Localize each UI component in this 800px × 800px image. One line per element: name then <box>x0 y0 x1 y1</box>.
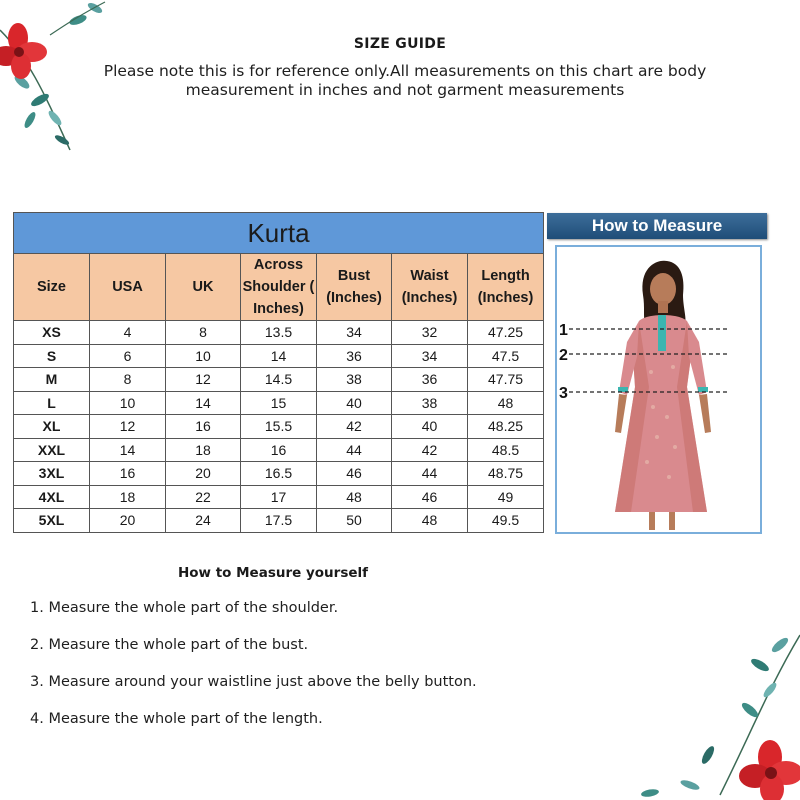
table-cell: 42 <box>317 415 392 439</box>
column-header: UK <box>166 254 241 321</box>
table-cell: 8 <box>166 321 241 345</box>
list-item: 4. Measure the whole part of the length. <box>30 711 323 727</box>
table-cell: 48 <box>392 509 468 533</box>
reference-note: Please note this is for reference only.All measurements on this chart are body measurement in inches and not garment measurements <box>103 62 707 99</box>
list-item: 1. Measure the whole part of the shoulder. <box>30 600 339 616</box>
column-header: Bust (Inches) <box>317 254 392 321</box>
table-cell: 46 <box>392 485 468 509</box>
marker-label: 3 <box>559 385 568 402</box>
table-cell: 36 <box>317 344 392 368</box>
table-cell: 13.5 <box>241 321 317 345</box>
table-cell: 15 <box>241 391 317 415</box>
table-cell: 48.5 <box>468 438 544 462</box>
table-cell: 49.5 <box>468 509 544 533</box>
table-cell: 48.75 <box>468 462 544 486</box>
table-cell: 49 <box>468 485 544 509</box>
table-cell: 17.5 <box>241 509 317 533</box>
table-cell: 18 <box>90 485 166 509</box>
instructions-heading: How to Measure yourself <box>177 565 369 581</box>
table-cell: 47.75 <box>468 368 544 392</box>
size-label-cell: XL <box>14 415 90 439</box>
table-cell: 38 <box>317 368 392 392</box>
table-cell: 24 <box>166 509 241 533</box>
size-label-cell: L <box>14 391 90 415</box>
table-row <box>14 391 544 415</box>
table-cell: 38 <box>392 391 468 415</box>
table-cell: 14.5 <box>241 368 317 392</box>
table-cell: 14 <box>90 438 166 462</box>
table-cell: 48.25 <box>468 415 544 439</box>
table-body <box>14 321 544 533</box>
table-cell: 8 <box>90 368 166 392</box>
table-cell: 46 <box>317 462 392 486</box>
table-row <box>14 438 544 462</box>
column-header: Waist (Inches) <box>392 254 468 321</box>
table-cell: 16 <box>241 438 317 462</box>
table-cell: 16 <box>90 462 166 486</box>
table-cell: 34 <box>317 321 392 345</box>
table-row <box>14 485 544 509</box>
size-label-cell: 5XL <box>14 509 90 533</box>
table-cell: 50 <box>317 509 392 533</box>
marker-label: 1 <box>559 322 568 339</box>
table-cell: 32 <box>392 321 468 345</box>
table-cell: 34 <box>392 344 468 368</box>
table-cell: 14 <box>241 344 317 368</box>
page-title: SIZE GUIDE <box>353 36 447 52</box>
instructions-list <box>30 600 477 748</box>
table-cell: 12 <box>90 415 166 439</box>
table-cell: 48 <box>468 391 544 415</box>
list-item: 2. Measure the whole part of the bust. <box>30 637 309 653</box>
table-cell: 47.5 <box>468 344 544 368</box>
column-header: Size <box>14 254 90 321</box>
size-label-cell: S <box>14 344 90 368</box>
measurement-figure <box>555 245 762 534</box>
table-cell: 17 <box>241 485 317 509</box>
table-cell: 40 <box>392 415 468 439</box>
table-caption: Kurta <box>14 213 544 254</box>
table-cell: 22 <box>166 485 241 509</box>
table-cell: 42 <box>392 438 468 462</box>
table-cell: 18 <box>166 438 241 462</box>
table-cell: 6 <box>90 344 166 368</box>
size-chart-table <box>13 212 544 533</box>
size-label-cell: 4XL <box>14 485 90 509</box>
size-label-cell: M <box>14 368 90 392</box>
table-cell: 12 <box>166 368 241 392</box>
table-cell: 36 <box>392 368 468 392</box>
list-item: 3. Measure around your waistline just above the belly button. <box>30 674 477 690</box>
table-row <box>14 368 544 392</box>
table-row <box>14 462 544 486</box>
table-row <box>14 415 544 439</box>
table-cell: 4 <box>90 321 166 345</box>
column-header: Length (Inches) <box>468 254 544 321</box>
table-cell: 14 <box>166 391 241 415</box>
table-cell: 15.5 <box>241 415 317 439</box>
table-cell: 10 <box>166 344 241 368</box>
table-cell: 47.25 <box>468 321 544 345</box>
table-cell: 44 <box>392 462 468 486</box>
marker-label: 2 <box>559 347 568 364</box>
size-label-cell: 3XL <box>14 462 90 486</box>
table-cell: 48 <box>317 485 392 509</box>
table-cell: 20 <box>90 509 166 533</box>
table-cell: 16.5 <box>241 462 317 486</box>
table-cell: 10 <box>90 391 166 415</box>
floral-decoration-bottom-right <box>630 625 800 800</box>
table-cell: 16 <box>166 415 241 439</box>
how-to-measure-banner: How to Measure <box>547 213 767 239</box>
table-row <box>14 344 544 368</box>
size-label-cell: XS <box>14 321 90 345</box>
column-header: Across Shoulder ( Inches) <box>241 254 317 321</box>
size-label-cell: XXL <box>14 438 90 462</box>
table-cell: 20 <box>166 462 241 486</box>
table-row <box>14 321 544 345</box>
model-illustration <box>557 247 760 532</box>
column-header: USA <box>90 254 166 321</box>
table-cell: 44 <box>317 438 392 462</box>
table-row <box>14 509 544 533</box>
table-cell: 40 <box>317 391 392 415</box>
